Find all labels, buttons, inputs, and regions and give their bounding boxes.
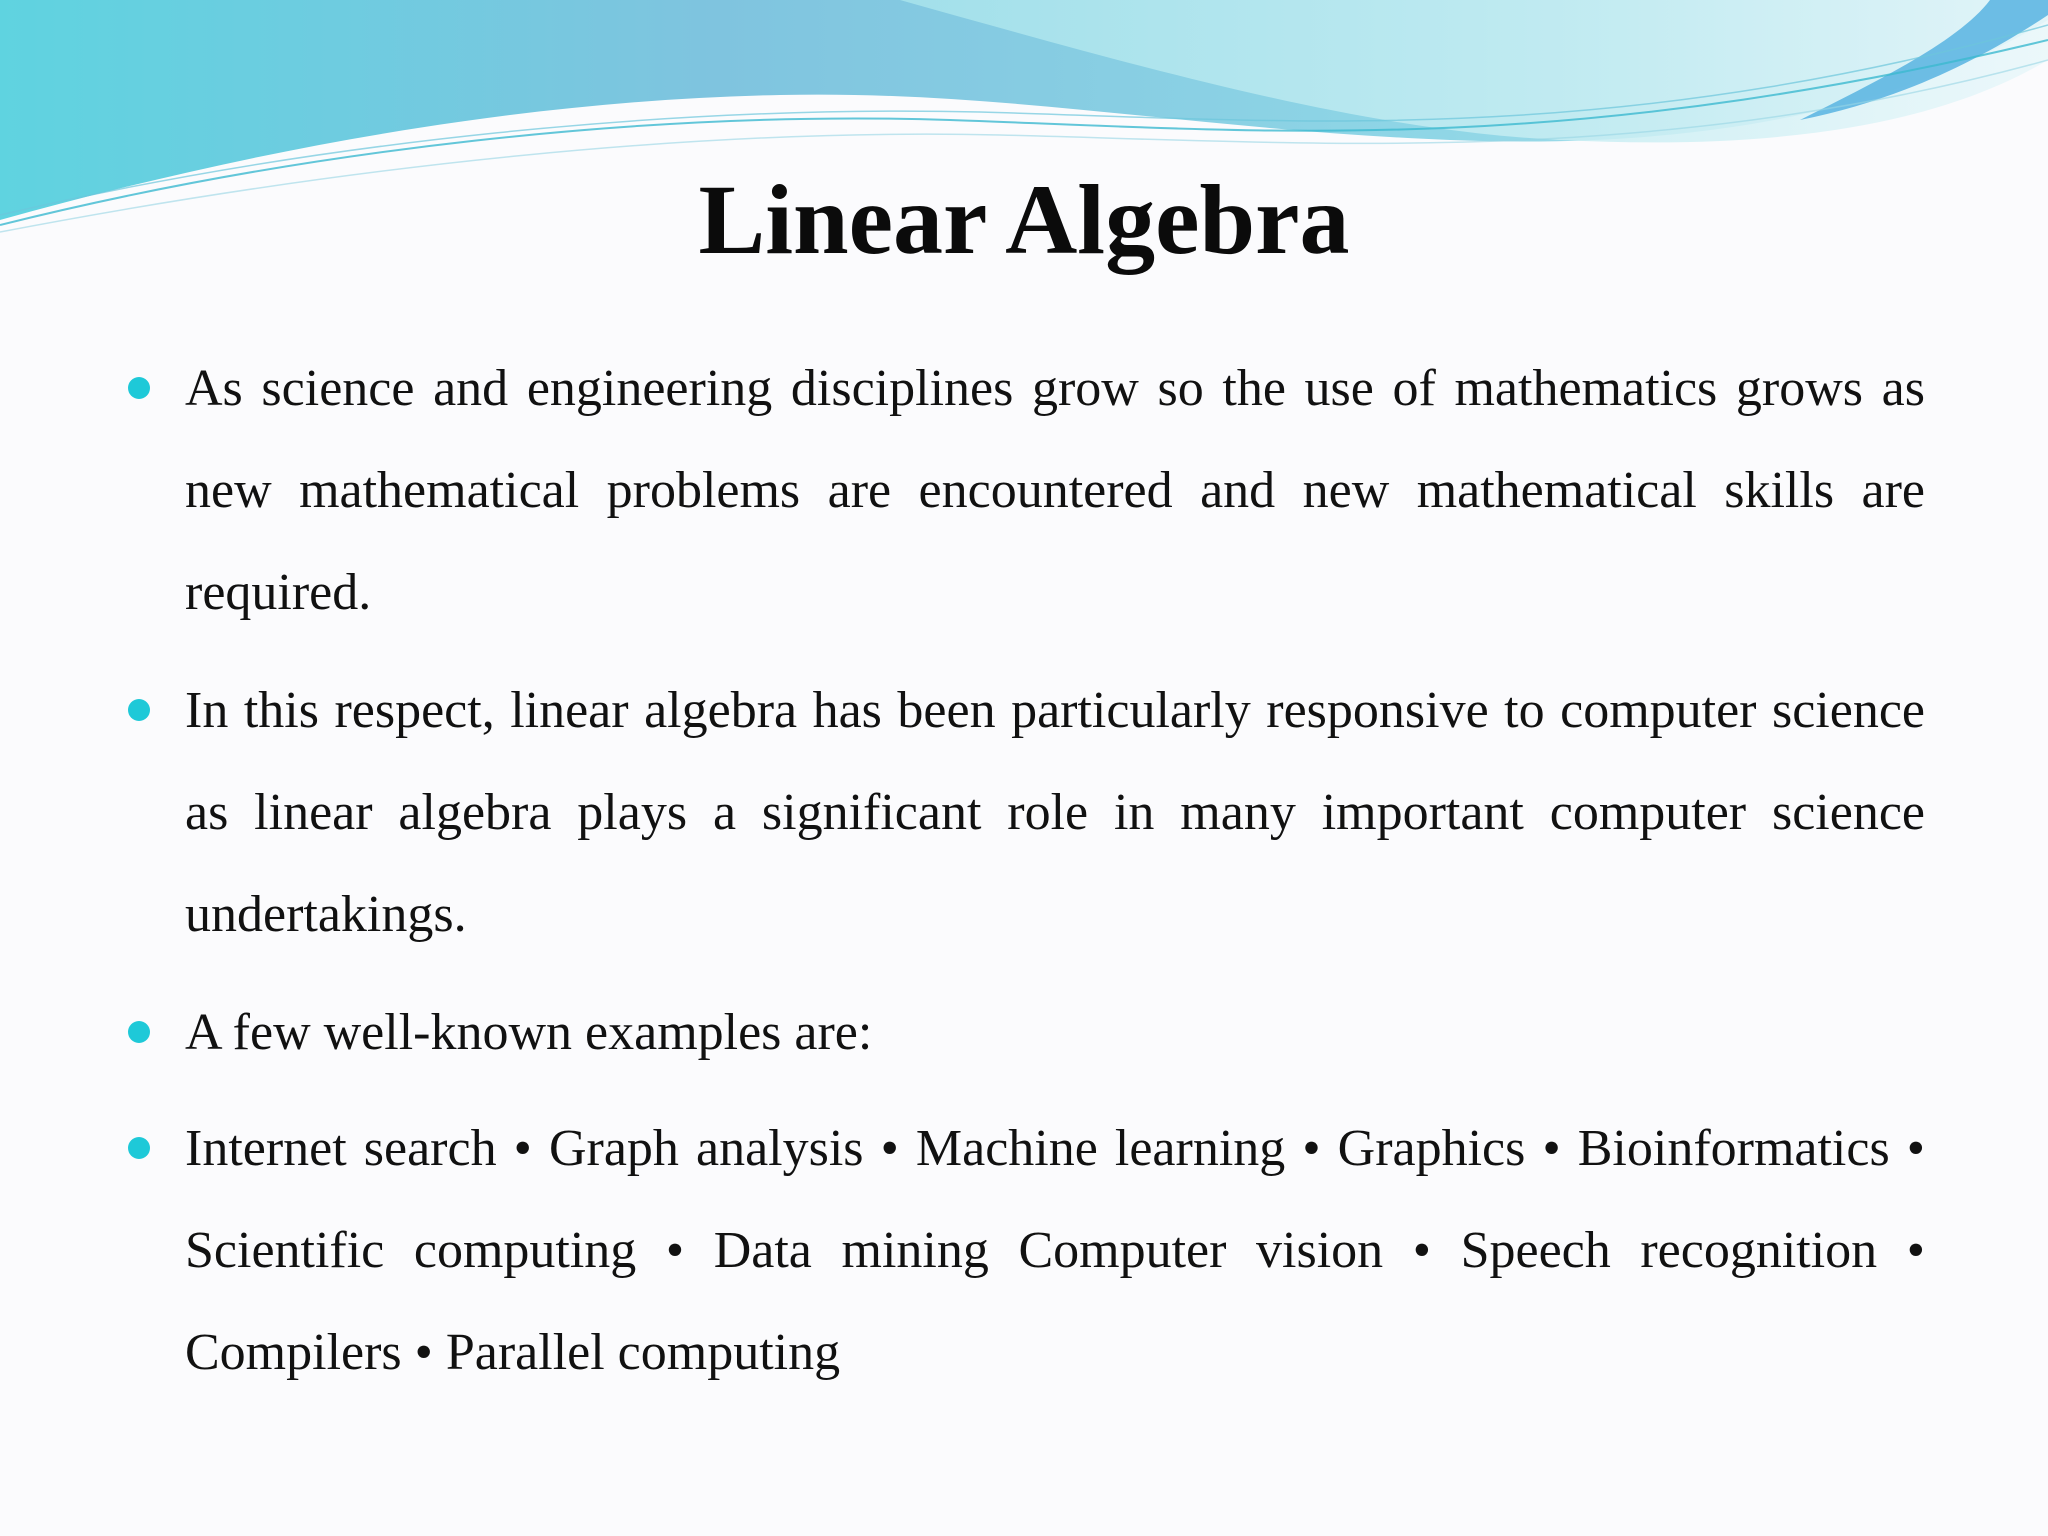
bullet-dot-icon (128, 1021, 150, 1043)
bullet-text: As science and engineering disciplines grow so the use of mathematics grows as new mathematical problems are encountered and new mathematical skills are required. (185, 360, 1925, 621)
bullet-item (125, 338, 1925, 644)
bullet-text: Internet search • Graph analysis • Machine learning • Graphics • Bioinformatics • Scientific computing • Data mining Computer vision • Speech recognition • Compilers • Parallel computing (185, 1120, 1925, 1381)
bullet-item (125, 660, 1925, 966)
slide-title: Linear Algebra (698, 164, 1350, 275)
bullet-text: In this respect, linear algebra has been particularly responsive to computer science as linear algebra plays a significant role in many important computer science undertakings. (185, 682, 1925, 943)
bullet-text: A few well-known examples are: (185, 1004, 873, 1061)
bullet-dot-icon (128, 699, 150, 721)
bullet-dot-icon (128, 377, 150, 399)
bullet-item (125, 1098, 1925, 1404)
bullet-item (125, 982, 1925, 1084)
bullet-dot-icon (128, 1137, 150, 1159)
bullet-list (125, 338, 1925, 1404)
